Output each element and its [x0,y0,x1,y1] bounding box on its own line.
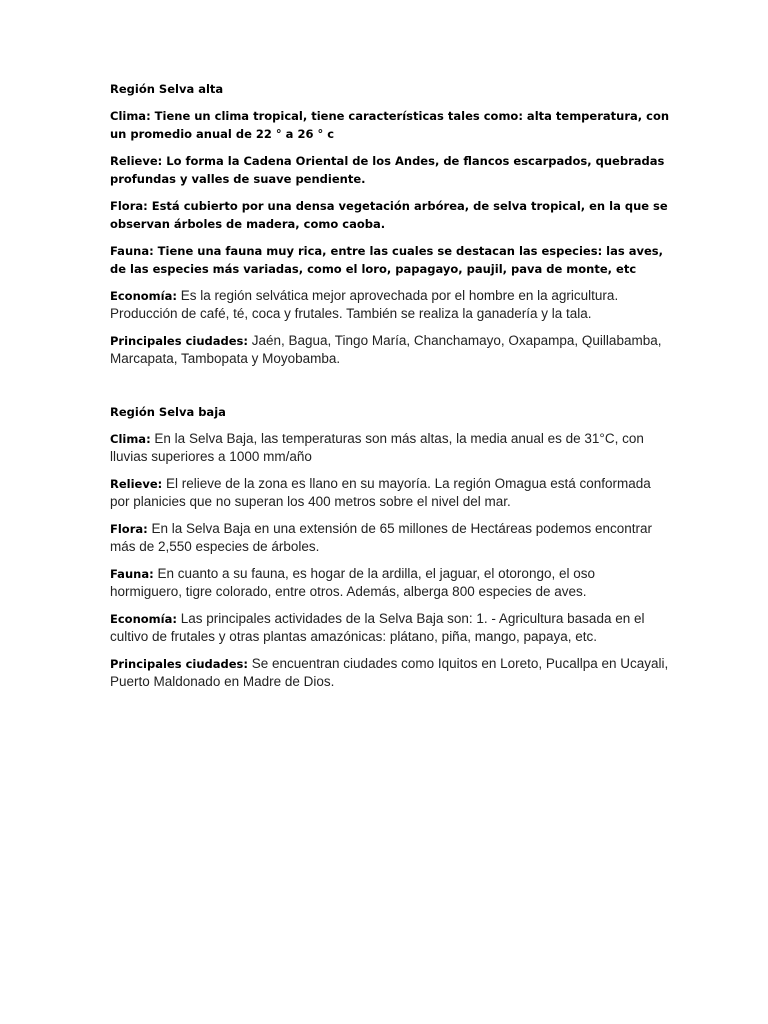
economia-text: Es la región selvática mejor aprovechada por el hombre en la agricultura. Producción de café, té, coca y frutales. También se realiza la ganadería y la tala. [110,288,619,321]
clima-text: En la Selva Baja, las temperaturas son más altas, la media anual es de 31°C, con lluvias superiores a 1000 mm/año [110,431,644,464]
ciudades-label: Principales ciudades: [110,334,248,348]
paragraph-economia-baja [110,610,670,646]
economia-label: Economía: [110,289,177,303]
relieve-text: El relieve de la zona es llano en su mayoría. La región Omagua está conformada por planicies que no superan los 400 metros sobre el nivel del mar. [110,476,651,509]
fauna-label: Fauna: [110,567,154,581]
ciudades-text: Jaén, Bagua, Tingo María, Chanchamayo, Oxapampa, Quillabamba, Marcapata, Tambopata y Moyobamba. [110,333,662,366]
economia-text: Las principales actividades de la Selva Baja son: 1. - Agricultura basada en el cultivo de frutales y otras plantas amazónicas: plátano, piña, mango, papaya, etc. [110,611,645,644]
paragraph-ciudades-baja [110,655,670,691]
paragraph-fauna-alta: Fauna: Tiene una fauna muy rica, entre las cuales se destacan las especies: las aves, de las especies más variadas, como el loro, papagayo, paujil, pava de monte, etc [110,244,663,276]
flora-text: En la Selva Baja en una extensión de 65 millones de Hectáreas podemos encontrar más de 2,550 especies de árboles. [110,521,653,554]
paragraph-clima-baja [110,430,670,466]
document-page [110,80,670,700]
paragraph-flora-alta: Flora: Está cubierto por una densa vegetación arbórea, de selva tropical, en la que se observan árboles de madera, como caoba. [110,199,668,231]
clima-label: Clima: [110,432,151,446]
section-title-selva-alta: Región Selva alta [110,82,224,96]
economia-label: Economía: [110,612,177,626]
paragraph-relieve-baja [110,475,670,511]
paragraph-economia-alta [110,287,670,323]
relieve-label: Relieve: [110,477,163,491]
paragraph-fauna-baja [110,565,670,601]
paragraph-ciudades-alta [110,332,670,368]
paragraph-flora-baja [110,520,670,556]
flora-label: Flora: [110,522,148,536]
fauna-text: En cuanto a su fauna, es hogar de la ardilla, el jaguar, el otorongo, el oso hormiguero, tigre colorado, entre otros. Además, alberga 800 especies de aves. [110,566,595,599]
ciudades-label: Principales ciudades: [110,657,248,671]
ciudades-text: Se encuentran ciudades como Iquitos en Loreto, Pucallpa en Ucayali, Puerto Maldonado en Madre de Dios. [110,656,669,689]
paragraph-clima-alta: Clima: Tiene un clima tropical, tiene características tales como: alta temperatura, con un promedio anual de 22 ° a 26 ° c [110,109,670,141]
section-spacer [110,377,670,403]
section-title-selva-baja: Región Selva baja [110,405,226,419]
paragraph-relieve-alta: Relieve: Lo forma la Cadena Oriental de los Andes, de flancos escarpados, quebradas profundas y valles de suave pendiente. [110,154,665,186]
